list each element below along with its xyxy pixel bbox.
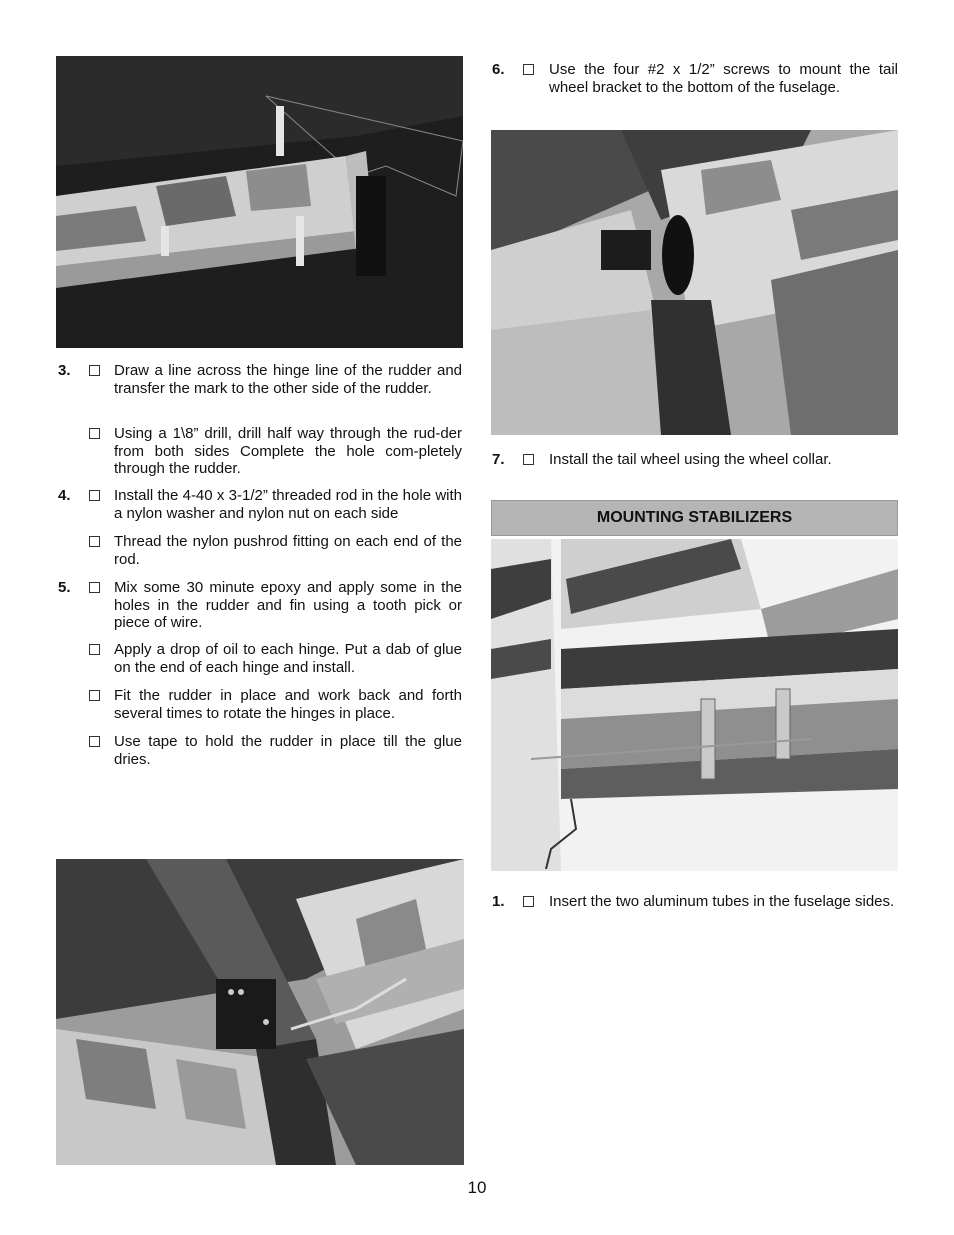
checkbox[interactable] [89,736,100,747]
step-number: 3. [58,362,71,379]
step-text: Fit the rudder in place and work back and forth several times to rotate the hinges in place. [114,687,462,722]
step-number: 1. [492,893,505,910]
step-number: 6. [492,61,505,78]
section-header: MOUNTING STABILIZERS [491,500,898,536]
step-text: Apply a drop of oil to each hinge. Put a dab of glue on the end of each hinge and install. [114,641,462,676]
step-5-tape [58,733,464,769]
checkbox[interactable] [89,365,100,376]
checkbox[interactable] [89,690,100,701]
checkbox[interactable] [89,490,100,501]
step-5-epoxy [58,579,464,633]
step-4-pushrod [58,533,464,569]
checkbox[interactable] [523,454,534,465]
rudder-hinge-photo [56,56,463,348]
step-3-line [58,362,464,416]
tail-wheel-installed-photo [491,130,898,435]
checkbox[interactable] [89,644,100,655]
step-4-rod [58,487,464,523]
checkbox[interactable] [89,536,100,547]
step-text: Use the four #2 x 1/2” screws to mount the tail wheel bracket to the bottom of the fuselage. [549,61,898,96]
checkbox[interactable] [89,582,100,593]
step-1-tubes [492,893,898,929]
step-text: Mix some 30 minute epoxy and apply some in the holes in the rudder and fin using a tooth pick or piece of wire. [114,579,462,631]
step-7-wheel [492,451,898,471]
step-6-screws [492,61,898,97]
step-3-drill [58,425,464,479]
step-text: Install the 4-40 x 3-1/2” threaded rod in the hole with a nylon washer and nylon nut on each side [114,487,462,522]
step-text: Insert the two aluminum tubes in the fuselage sides. [549,893,895,910]
step-5-oil [58,641,464,677]
step-text: Using a 1\8” drill, drill half way through the rud-der from both sides Complete the hole com-pletely through the rudder. [114,425,462,477]
step-text: Use tape to hold the rudder in place till the glue dries. [114,733,462,768]
checkbox[interactable] [89,428,100,439]
step-number: 7. [492,451,505,468]
step-number: 5. [58,579,71,596]
step-text: Thread the nylon pushrod fitting on each end of the rod. [114,533,462,568]
page-number: 10 [467,1178,487,1197]
checkbox[interactable] [523,896,534,907]
stabilizer-tubes-photo [491,539,898,871]
step-text: Draw a line across the hinge line of the rudder and transfer the mark to the other side of the rudder. [114,362,462,397]
step-number: 4. [58,487,71,504]
step-text: Install the tail wheel using the wheel collar. [549,451,832,468]
checkbox[interactable] [523,64,534,75]
tail-wheel-bracket-close-photo [56,859,464,1165]
step-5-fit [58,687,464,723]
